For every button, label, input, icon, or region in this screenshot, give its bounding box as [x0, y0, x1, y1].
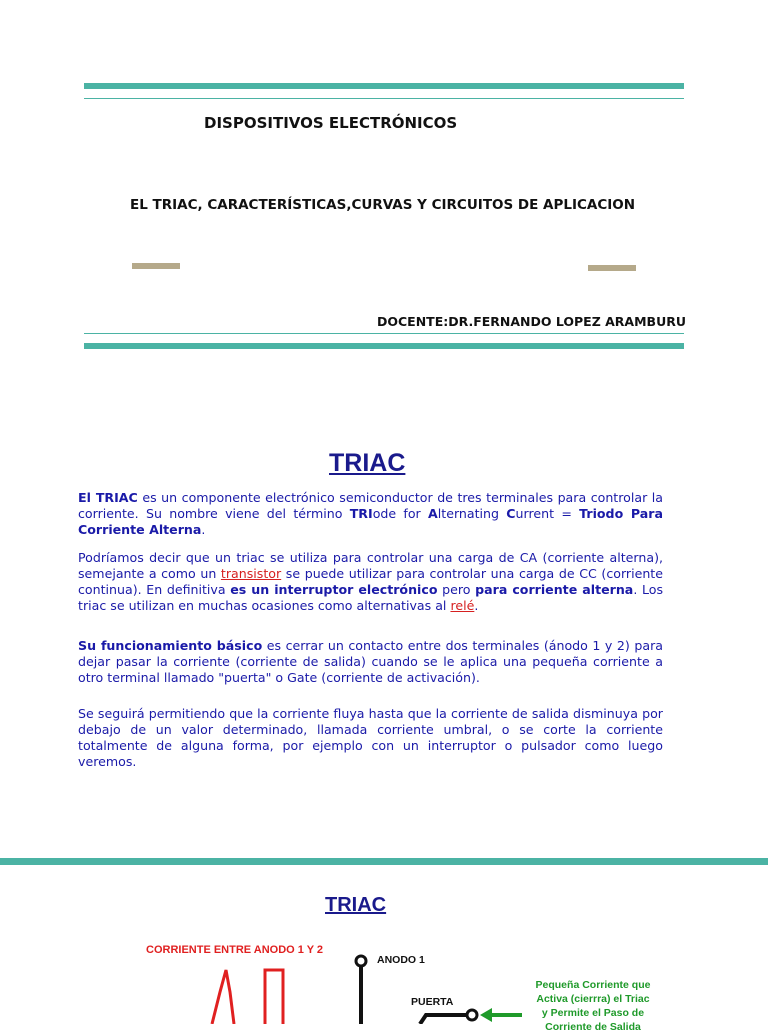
- current-label: CORRIENTE ENTRE ANODO 1 Y 2: [146, 944, 324, 956]
- paragraph-usage: Podríamos decir que un triac se utiliza para controlar una carga de CA (corriente alterna), semejante a como un transistor se puede utilizar para controlar una carga de CC (corriente continua). En definitiva es un interruptor electrónico pero para corriente alterna. Los triac se utilizan en muchas ocasiones como alternativas al relé.: [78, 550, 664, 613]
- cover-accent-left: [132, 263, 180, 269]
- anode1-terminal-icon: [356, 956, 366, 966]
- paragraph-threshold: Se seguirá permitiendo que la corriente fluya hasta que la corriente de salida disminuya por debajo de un valor determinado, llamada corriente umbral, o se corte la corriente totalmente de alguna forma, por ejemplo con un interruptor o pulsador como luego veremos.: [78, 706, 663, 769]
- diagram-title: TRIAC: [325, 894, 387, 916]
- paragraph-definition: El TRIAC es un componente electrónico semiconductor de tres terminales para controlar la corriente. Su nombre viene del término TRIode for Alternating Current = Triodo Para Corriente Alterna.: [78, 490, 663, 537]
- diagram-top-rule: [0, 858, 768, 865]
- paragraph-operation: Su funcionamiento básico es cerrar un contacto entre dos terminales (ánodo 1 y 2) para dejar pasar la corriente (corriente de salida) cuando se le aplica una pequeña corriente a otro terminal llamado "puerta" o Gate (corriente de activación).: [78, 638, 663, 685]
- rele-link[interactable]: relé: [450, 598, 475, 613]
- cover-subtitle: EL TRIAC, CARACTERÍSTICAS,CURVAS Y CIRCUITOS DE APLICACION: [130, 197, 636, 213]
- cover-top-rule-thick: [84, 83, 684, 89]
- gate-label: PUERTA: [411, 996, 454, 1008]
- article-title: TRIAC: [329, 449, 406, 477]
- gate-terminal-icon: [467, 1010, 477, 1020]
- gate-wire: [420, 1015, 466, 1024]
- cover-accent-right: [588, 265, 636, 271]
- cover-title: DISPOSITIVOS ELECTRÓNICOS: [204, 114, 458, 132]
- cover-bottom-rule-thin: [84, 333, 684, 334]
- cover-author: DOCENTE:DR.FERNANDO LOPEZ ARAMBURU: [377, 314, 687, 329]
- gate-arrow-icon: [480, 1008, 492, 1022]
- current-waveform-rect: [265, 970, 283, 1024]
- transistor-link[interactable]: transistor: [220, 566, 282, 581]
- gate-note: Pequeña Corriente que Activa (cierrra) el Triac y Permite el Paso de Corriente de Salida: [535, 979, 651, 1033]
- triac-term: El TRIAC: [78, 490, 138, 505]
- cover-top-rule-thin: [84, 98, 684, 99]
- cover-bottom-rule-thick: [84, 343, 684, 349]
- current-waveform-pulse: [212, 970, 234, 1024]
- triac-diagram: [0, 940, 768, 1024]
- anode1-label: ANODO 1: [377, 954, 425, 966]
